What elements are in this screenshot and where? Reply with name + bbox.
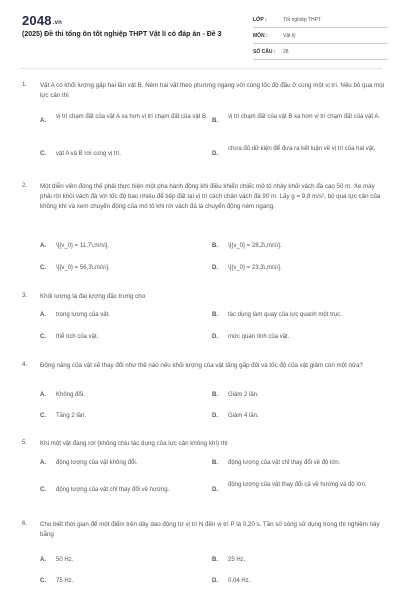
- meta-row-grade: [253, 14, 388, 28]
- question-text: Cho biết thời gian để một điểm trên dây dao động từ vị trí N đến vị trí P là 0,20 s. Tần số sóng sử dụng trong thí nghiệm này bằng: [40, 521, 380, 539]
- option-text: chưa đủ dữ kiện để đưa ra kết luận về vị trí của hai vật.: [228, 146, 376, 152]
- option-text: 0,04 Hz.: [228, 578, 251, 584]
- option-letter: B.: [212, 312, 218, 318]
- option-text: 50 Hz.: [56, 557, 74, 563]
- option-text: vị trí chạm đất của vật B xa hơn vị trí chạm đất của vật A.: [228, 114, 381, 120]
- option-text: 75 Hz.: [56, 578, 74, 584]
- question-number: 1.: [22, 81, 28, 88]
- option-text: 25 Hz.: [228, 557, 246, 563]
- question-number: 2.: [22, 182, 28, 189]
- option-letter: D.: [212, 334, 218, 340]
- option-letter: B.: [212, 557, 218, 563]
- option-text: Tăng 2 lần.: [56, 413, 87, 419]
- option-text: Không đổi.: [56, 392, 85, 398]
- option-letter: A.: [40, 392, 46, 398]
- header-divider: [20, 68, 382, 69]
- question-text: Vật A có khối lượng gấp hai lần vật B. Ném hai vật theo phương ngang với cùng tốc độ đầu ở cùng một vị trí. Nếu bỏ qua mọi lực cản thì: [40, 82, 385, 100]
- option-letter: C.: [40, 578, 46, 584]
- option-letter: D.: [212, 413, 218, 419]
- question-number: 4.: [22, 361, 28, 368]
- option-letter: D.: [212, 151, 218, 157]
- meta-row-count: [253, 46, 388, 60]
- page-header: [0, 0, 400, 62]
- option-letter: B.: [212, 118, 218, 124]
- option-text: động lượng của vật chỉ thay đổi về độ lớn.: [228, 460, 341, 466]
- option-letter: B.: [212, 460, 218, 466]
- option-text: động lượng của vật thay đổi cả về hướng và độ lớn.: [228, 482, 367, 488]
- option-letter: C.: [40, 151, 46, 157]
- option-letter: D.: [212, 487, 218, 493]
- option-text: Giảm 2 lần.: [228, 392, 259, 398]
- option-text: động lượng của vật chỉ thay đổi về hướng.: [56, 487, 170, 493]
- meta-row-subject: [253, 30, 388, 44]
- question-text: Khối lượng là đại lượng đặc trưng cho: [40, 293, 146, 300]
- option-text: \[{v_0} = 28,2\,m/s\].: [228, 243, 282, 249]
- meta-key: SỐ CÂU :: [253, 49, 276, 55]
- meta-value: 28: [283, 49, 289, 55]
- option-text: \[{v_0} = 56,3\,m/s\].: [56, 265, 110, 271]
- question-number: 3.: [22, 292, 28, 299]
- option-letter: C.: [40, 265, 46, 271]
- meta-table: [253, 14, 388, 62]
- meta-value: Tốt nghiệp THPT: [283, 17, 321, 23]
- option-letter: A.: [40, 118, 46, 124]
- option-letter: B.: [212, 243, 218, 249]
- option-letter: A.: [40, 312, 46, 318]
- option-letter: D.: [212, 578, 218, 584]
- option-text: vật A và B rơi cùng vị trí.: [56, 151, 121, 157]
- option-text: vị trí chạm đất của vật A xa hơn vị trí chạm đất của vật B.: [56, 114, 208, 120]
- option-text: tác dụng làm quay của lực quanh một trục.: [228, 312, 342, 318]
- logo-suffix: .vn: [52, 20, 63, 26]
- question-number: 6.: [22, 520, 28, 527]
- option-text: thể tích của vật.: [56, 334, 99, 340]
- meta-key: LỚP :: [253, 17, 267, 23]
- option-letter: A.: [40, 243, 46, 249]
- option-text: động lượng của vật không đổi.: [56, 460, 138, 466]
- option-text: trọng lượng của vật.: [56, 312, 110, 318]
- logo-text: 2048: [22, 13, 52, 28]
- site-logo[interactable]: [22, 13, 62, 28]
- option-text: \[{v_0} = 11,7\,m/s\].: [56, 243, 110, 249]
- question-text: Động năng của vật sẽ thay đổi như thế nào nếu khối lượng của vật tăng gấp đôi và tốc độ của vật giảm còn một nửa?: [40, 362, 363, 369]
- option-letter: D.: [212, 265, 218, 271]
- option-letter: C.: [40, 413, 46, 419]
- question-text: Khi một vật đang rơi (không chịu tác dụng của lực cản không khí) thì: [40, 440, 228, 447]
- option-text: \[{v_0} = 23,3\,m/s\].: [228, 265, 282, 271]
- question-text: Một diễn viên đóng thế phải thực hiện một pha hành động khi điều khiển chiếc mô tô nhảy khỏi vách đá cao 50 m. Xe máy phải rời khỏi vách đá với tốc độ bao nhiêu để tiếp đất tại vị trí cách chân vách đá 90 m. Lấy g = 9,8 m/s², bỏ qua lực cản của không khí và xem chuyển động của mô tô khi rời vách đá là chuyển động ném ngang.: [40, 183, 381, 211]
- option-letter: C.: [40, 334, 46, 340]
- option-text: Giảm 4 lần.: [228, 413, 259, 419]
- meta-key: MÔN :: [253, 33, 268, 39]
- meta-value: Vật lý: [283, 33, 296, 39]
- question-number: 5.: [22, 439, 28, 446]
- option-letter: A.: [40, 557, 46, 563]
- option-letter: C.: [40, 487, 46, 493]
- option-letter: B.: [212, 392, 218, 398]
- option-text: mức quán tính của vật.: [228, 334, 290, 340]
- option-letter: A.: [40, 460, 46, 466]
- document-title: (2025) Đề thi tổng ôn tốt nghiệp THPT Vật lí có đáp án - Đề 3: [22, 31, 222, 38]
